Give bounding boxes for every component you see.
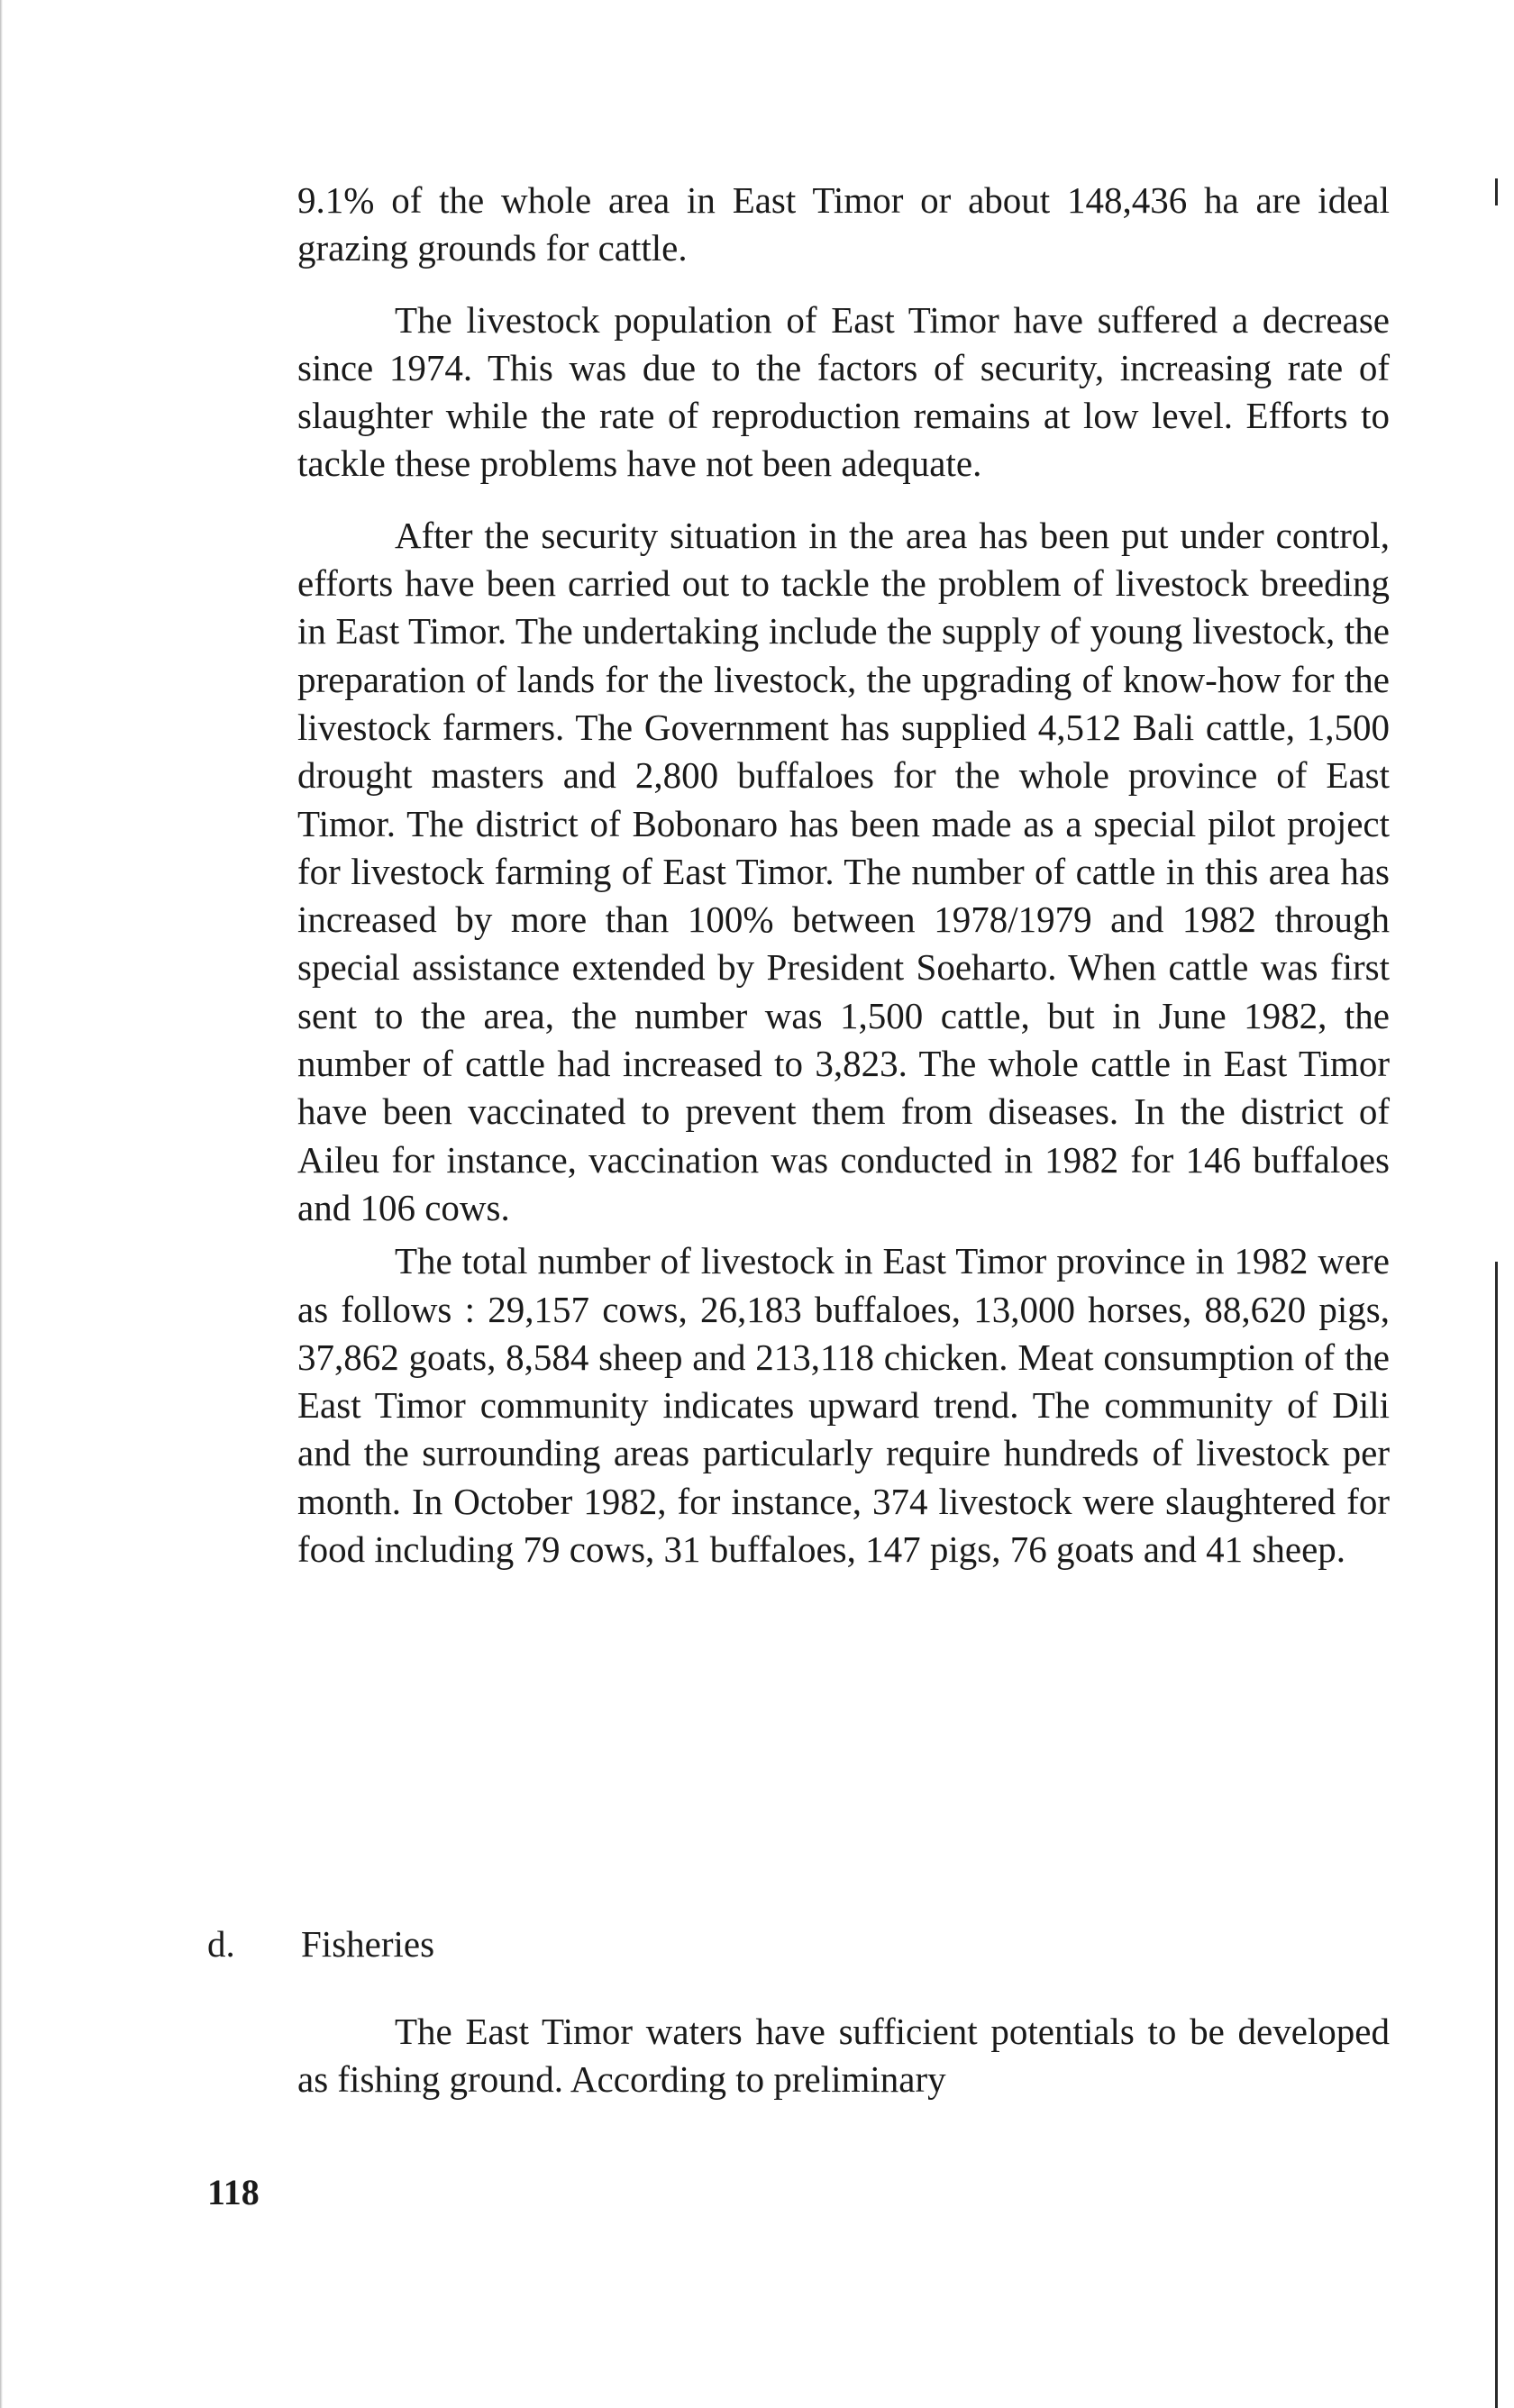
section-title: Fisheries <box>301 1923 435 1965</box>
page-number: 118 <box>207 2172 260 2212</box>
paragraph-grazing: 9.1% of the whole area in East Timor or about 148,436 ha are ideal grazing grounds for cattle. <box>297 179 1390 269</box>
section-heading <box>207 1920 434 1968</box>
page-left-edge <box>0 0 3 2408</box>
paragraph-fisheries: The East Timor waters have sufficient potentials to be developed as fishing ground. According to preliminary <box>297 2011 1390 2101</box>
paragraph-livestock-breeding: After the security situation in the area has been put under control, efforts have been carried out to tackle the problem of livestock breeding in East Timor. The undertaking include the supply of young livestock, the preparation of lands for the livestock, the upgrading of know-how for the livestock farmers. The Government has supplied 4,512 Bali cattle, 1,500 drought masters and 2,800 buffaloes for the whole province of East Timor. The district of Bobonaro has been made as a special pilot project for livestock farming of East Timor. The number of cattle in this area has increased by more than 100% between 1978/1979 and 1982 through special assistance extended by President Soeharto. When cattle was first sent to the area, the number was 1,500 cattle, but in June 1982, the number of cattle had increased to 3,823. The whole cattle in East Timor have been vaccinated to prevent them from diseases. In the district of Aileu for instance, vaccination was conducted in 1982 for 146 buffaloes and 106 cows. <box>297 514 1390 1228</box>
section-letter: d. <box>207 1923 235 1965</box>
body-text <box>297 177 1390 1597</box>
paragraph-livestock-decrease: The livestock population of East Timor have suffered a decrease since 1974. This was due to the factors of security, increasing rate of slaughter while the rate of reproduction remains at low level. Efforts to tackle these problems have not been adequate. <box>297 298 1390 485</box>
page-right-mark <box>1495 178 1498 205</box>
page-right-edge <box>1495 1262 1498 2408</box>
paragraph-livestock-totals: The total number of livestock in East Timor province in 1982 were as follows : 29,157 cows, 26,183 buffaloes, 13,000 horses, 88,620 pigs, 37,862 goats, 8,584 sheep and 213,118 chicken. Meat consumption of the East Timor community indicates upward trend. The community of Dili and the surrounding areas particularly require hundreds of livestock per month. In October 1982, for instance, 374 livestock were slaughtered for food including 79 cows, 31 buffaloes, 147 pigs, 76 goats and 41 sheep. <box>297 1240 1390 1571</box>
